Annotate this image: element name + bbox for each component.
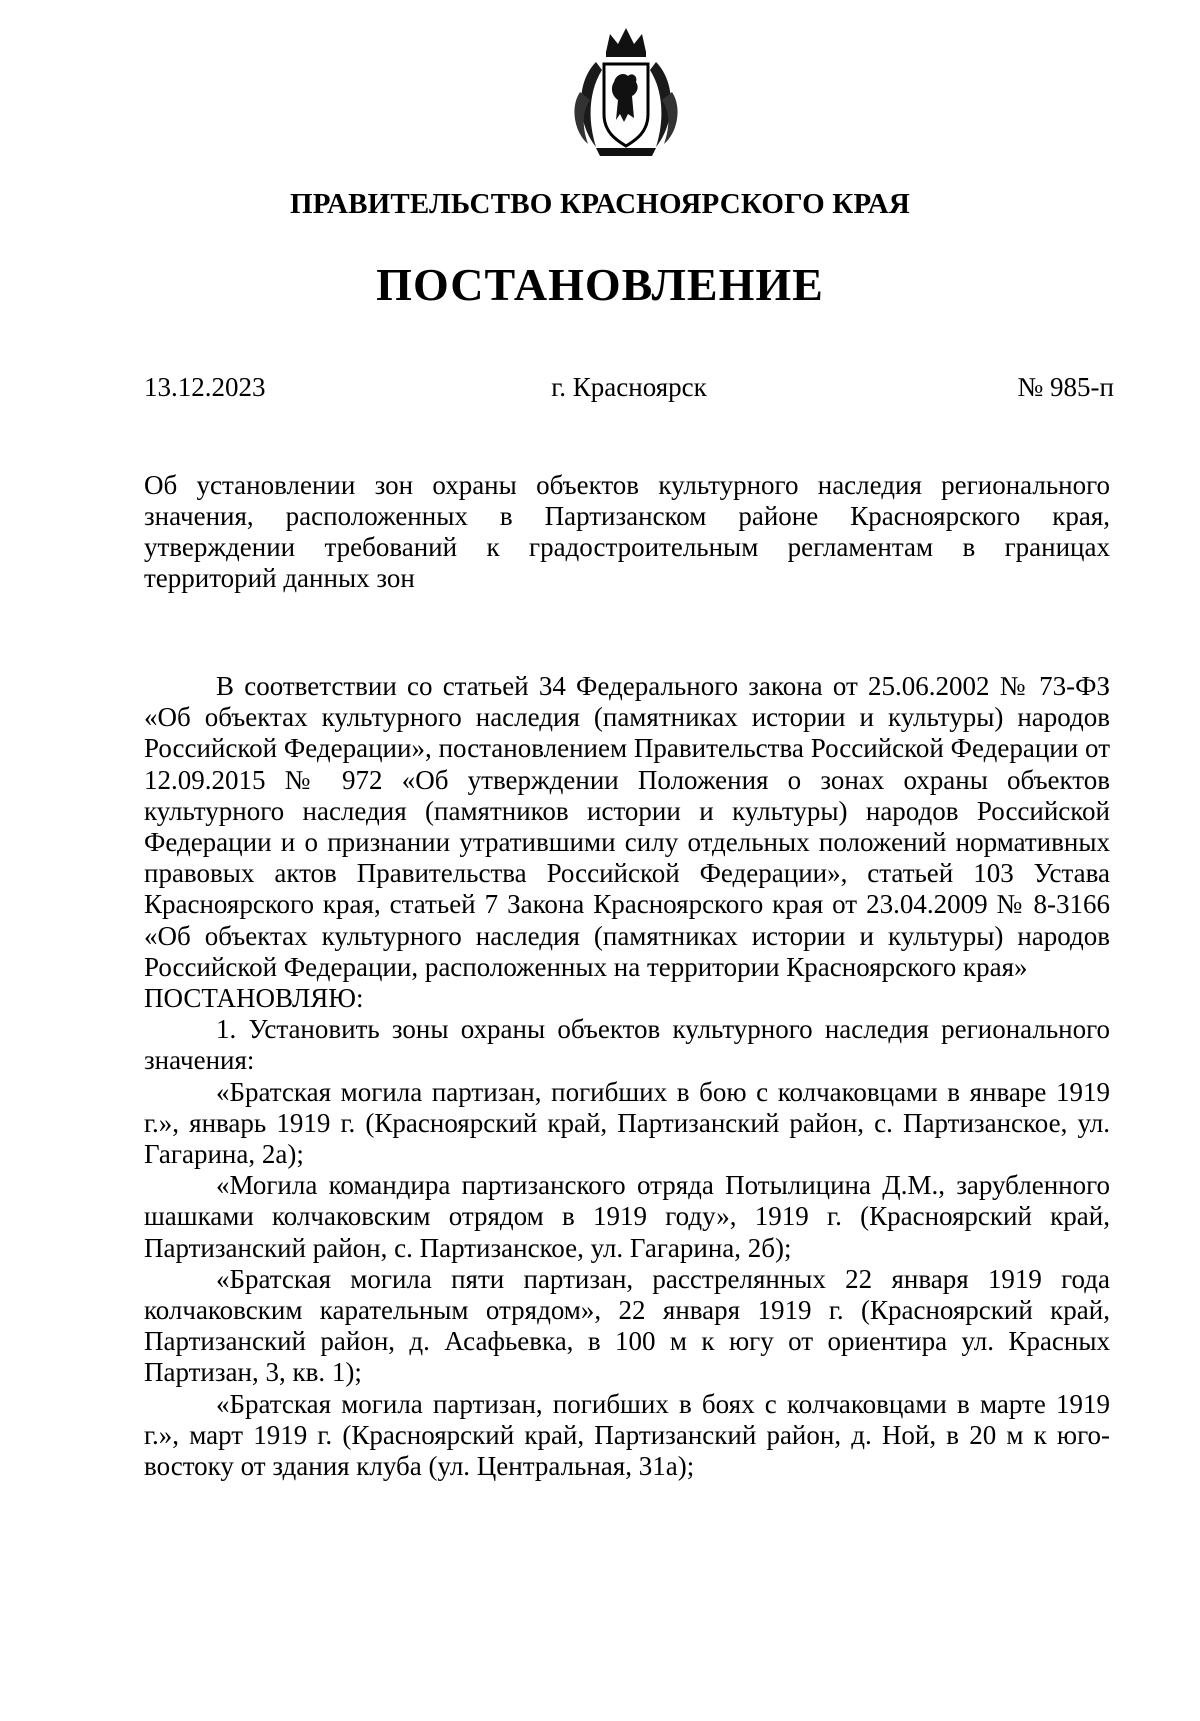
resolve-line: ПОСТАНОВЛЯЮ: bbox=[144, 983, 364, 1014]
organization-title: ПРАВИТЕЛЬСТВО КРАСНОЯРСКОГО КРАЯ bbox=[289, 188, 911, 220]
heritage-object-paragraph: «Могила командира партизанского отряда Потылицина Д.М., зарубленного шашками колчаковским отрядом в 1919 году», 1919 г. (Красноярский край, Партизанский район, с. Партизанское, ул. Гагарина, 2б); bbox=[144, 1170, 1110, 1263]
document-subject: Об установлении зон охраны объектов культурного наследия регионального значения, расположенных в Партизанском районе Красноярского края, утверждении требований к градостроительным регламентам в границах территорий данных зон bbox=[144, 470, 1110, 593]
item-1-paragraph: 1. Установить зоны охраны объектов культурного наследия регионального значения: bbox=[144, 1014, 1110, 1076]
heritage-object-paragraph: «Братская могила партизан, погибших в боях с колчаковцами в марте 1919 г.», март 1919 г. (Красноярский край, Партизанский район, д. Ной, в 20 м к юго-востоку от здания клуба (ул. Центральная, 31а); bbox=[144, 1388, 1110, 1482]
document-city: г. Красноярск bbox=[551, 372, 707, 402]
heritage-object-paragraph: «Братская могила партизан, погибших в бою с колчаковцами в январе 1919 г.», январь 1919 г. (Красноярский край, Партизанский район, с. Партизанское, ул. Гагарина, 2а); bbox=[144, 1076, 1110, 1170]
document-number: № 985-п bbox=[1017, 372, 1114, 402]
document-type-title: ПОСТАНОВЛЕНИЕ bbox=[376, 259, 824, 310]
preamble-paragraph: В соответствии со статьей 34 Федерального закона от 25.06.2002 № 73-ФЗ «Об объектах культурного наследия (памятниках истории и культуры) народов Российской Федерации», постановлением Правительства Российской Федерации от 12.09.2015 № 972 «Об утверждении Положения о зонах охраны объектов культурного наследия (памятников истории и культуры) народов Российской Федерации и о признании утратившими силу отдельных положений нормативных правовых актов Правительства Российской Федерации», статьей 103 Устава Красноярского края, статьей 7 Закона Красноярского края от 23.04.2009 № 8-3166 «Об объектах культурного наследия (памятниках истории и культуры) народов Российской Федерации, расположенных на территории Красноярского края» bbox=[144, 671, 1110, 982]
coat-of-arms-icon bbox=[566, 22, 686, 160]
document-date: 13.12.2023 bbox=[144, 372, 266, 402]
heritage-object-paragraph: «Братская могила пяти партизан, расстрелянных 22 января 1919 года колчаковским карательным отрядом», 22 января 1919 г. (Красноярский край, Партизанский район, д. Асафьевка, в 100 м к югу от ориентира ул. Красных Партизан, 3, кв. 1); bbox=[144, 1263, 1110, 1388]
document-body bbox=[144, 671, 1110, 1482]
document-meta bbox=[144, 372, 1114, 406]
